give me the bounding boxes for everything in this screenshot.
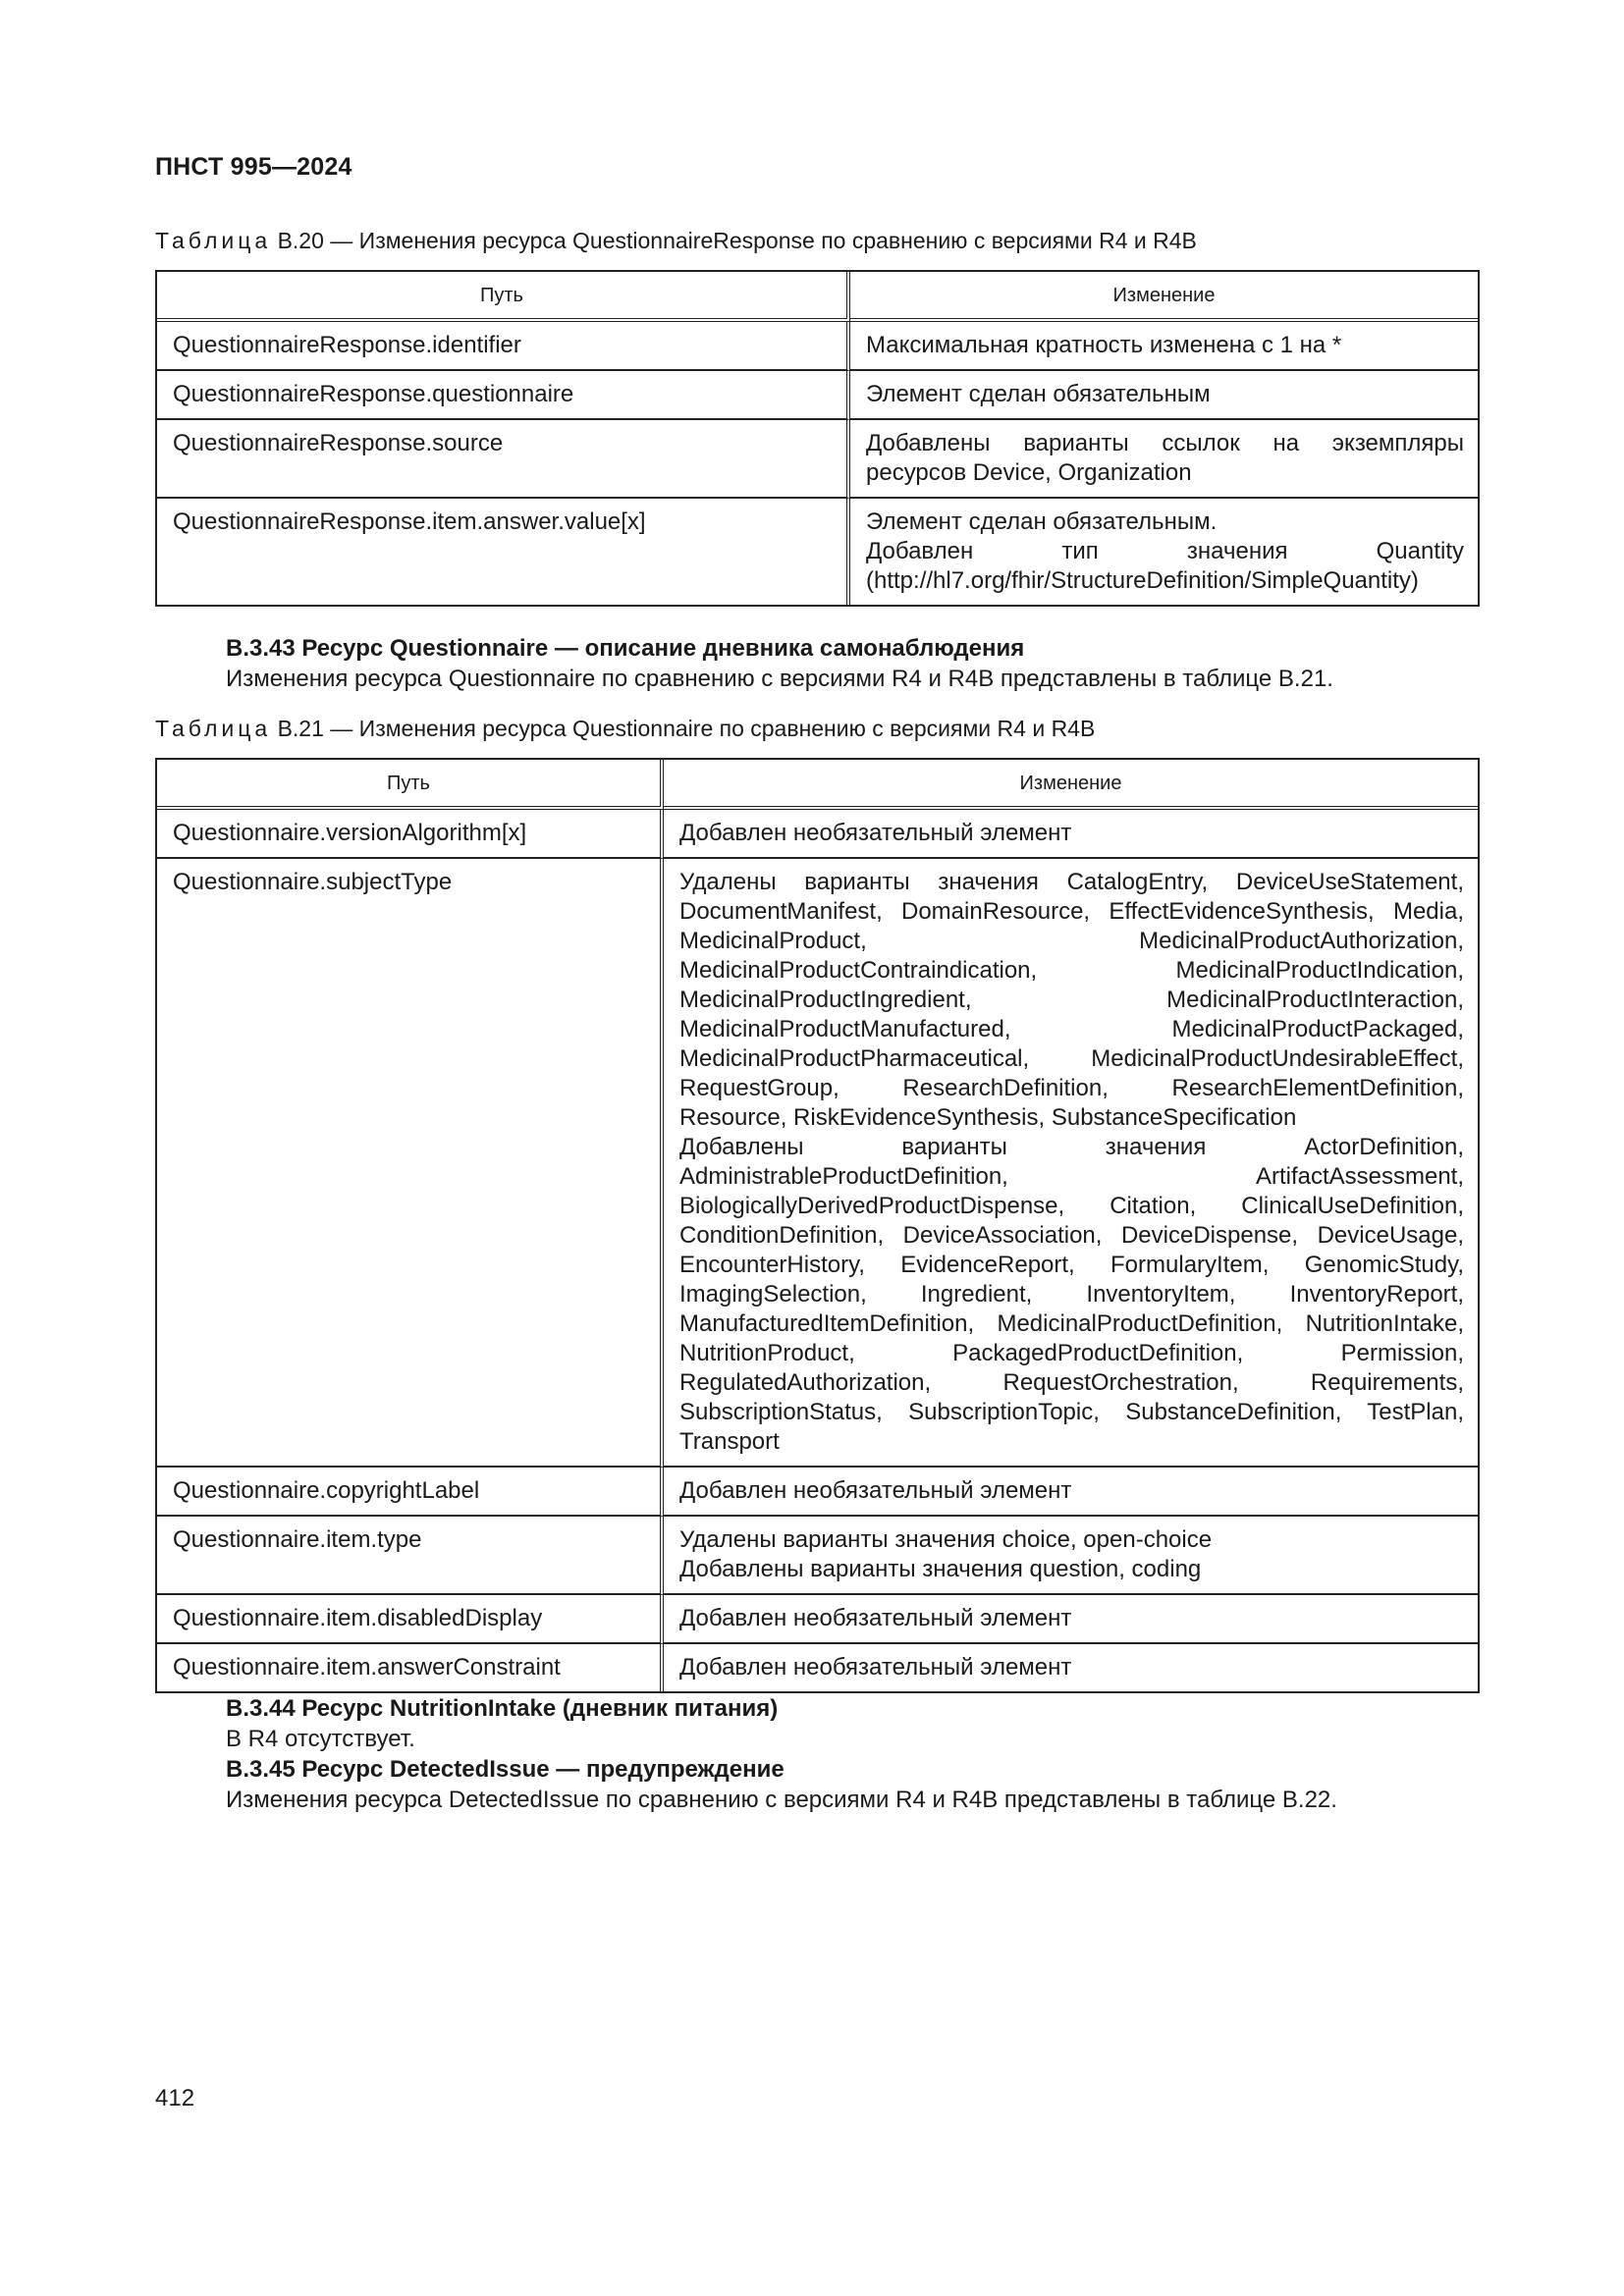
- change-text: Добавлены варианты значения question, coding: [679, 1556, 1202, 1582]
- change-text: Удалены варианты значения CatalogEntry, DeviceUseStatement, DocumentManifest, DomainResource, EffectEvidenceSynthesis, Media, MedicinalProduct, MedicinalProductAuthorization, MedicinalProductContraindication, MedicinalProductIndication, MedicinalProductIngredient, MedicinalProductInteraction, MedicinalProductManufactured, MedicinalProductPackaged, MedicinalProductPharmaceutical, MedicinalProductUndesirableEffect, RequestGroup, ResearchDefinition, ResearchElementDefinition, Resource, RiskEvidenceSynthesis, SubstanceSpecification: [679, 869, 1464, 1131]
- change-cell: [664, 1468, 1478, 1517]
- change-cell: [664, 810, 1478, 859]
- column-header-change: Изменение: [664, 760, 1478, 810]
- section-b344-heading: В.3.44 Ресурс NutritionIntake (дневник питания): [226, 1695, 779, 1722]
- change-cell: [664, 859, 1478, 1468]
- change-text: Добавлен необязательный элемент: [679, 1605, 1072, 1631]
- table-row: [157, 1517, 1478, 1595]
- path-cell: Questionnaire.subjectType: [157, 859, 664, 1468]
- table-caption-label: Таблица: [155, 716, 272, 741]
- section-b344-text: В R4 отсутствует.: [226, 1726, 415, 1752]
- table-row: [157, 810, 1478, 859]
- path-cell: QuestionnaireResponse.questionnaire: [157, 371, 850, 420]
- change-cell: [850, 322, 1478, 371]
- table-row: [157, 420, 1478, 499]
- column-header-path: Путь: [157, 760, 664, 810]
- section-b343-heading: В.3.43 Ресурс Questionnaire — описание дневника самонаблюдения: [226, 635, 1025, 662]
- change-text: Удалены варианты значения choice, open-choice: [679, 1526, 1213, 1553]
- change-cell: [850, 499, 1478, 605]
- path-cell: Questionnaire.item.disabledDisplay: [157, 1595, 664, 1644]
- change-cell: [664, 1517, 1478, 1595]
- section-b345-heading: В.3.45 Ресурс DetectedIssue — предупреждение: [226, 1756, 785, 1783]
- path-cell: Questionnaire.versionAlgorithm[x]: [157, 810, 664, 859]
- document-title: ПНСТ 995—2024: [155, 153, 352, 181]
- column-header-path: Путь: [157, 272, 850, 322]
- section-b345-text: Изменения ресурса DetectedIssue по сравнению с версиями R4 и R4B представлены в таблице В.22.: [226, 1787, 1337, 1813]
- path-cell: Questionnaire.item.answerConstraint: [157, 1644, 664, 1691]
- table-row: [157, 1595, 1478, 1644]
- table-b20-caption: [155, 226, 1197, 255]
- table-row: [157, 859, 1478, 1468]
- change-text: Добавлены варианты ссылок на экземпляры ресурсов Device, Organization: [866, 430, 1464, 486]
- table-b20: [155, 270, 1480, 607]
- table-row: [157, 1468, 1478, 1517]
- change-text: Добавлен необязательный элемент: [679, 1654, 1072, 1681]
- table-caption-label: Таблица: [155, 228, 272, 253]
- change-cell: [850, 420, 1478, 499]
- change-cell: [664, 1595, 1478, 1644]
- table-caption-text: В.21 — Изменения ресурса Questionnaire по сравнению с версиями R4 и R4B: [271, 716, 1096, 741]
- table-row: [157, 1644, 1478, 1691]
- change-text: Добавлен необязательный элемент: [679, 1477, 1072, 1504]
- path-cell: Questionnaire.item.type: [157, 1517, 664, 1595]
- section-b343-text: Изменения ресурса Questionnaire по сравнению с версиями R4 и R4B представлены в таблице В.21.: [226, 666, 1333, 692]
- change-text: Элемент сделан обязательным.: [866, 508, 1218, 535]
- change-text: Добавлен необязательный элемент: [679, 820, 1072, 846]
- table-row: [157, 499, 1478, 605]
- table-caption-text: В.20 — Изменения ресурса QuestionnaireResponse по сравнению с версиями R4 и R4B: [271, 228, 1197, 253]
- change-cell: [850, 371, 1478, 420]
- change-cell: [664, 1644, 1478, 1691]
- change-text: Добавлен тип значения Quantity (http://hl7.org/fhir/StructureDefinition/SimpleQuantity): [866, 538, 1464, 594]
- change-text: Элемент сделан обязательным: [866, 381, 1211, 407]
- change-text: Максимальная кратность изменена с 1 на *: [866, 332, 1342, 358]
- table-row: [157, 371, 1478, 420]
- column-header-change: Изменение: [850, 272, 1478, 322]
- change-text: Добавлены варианты значения ActorDefinition, AdministrableProductDefinition, ArtifactAssessment, BiologicallyDerivedProductDispense, Citation, ClinicalUseDefinition, ConditionDefinition, DeviceAssociation, DeviceDispense, DeviceUsage, EncounterHistory, EvidenceReport, FormularyItem, GenomicStudy, ImagingSelection, Ingredient, InventoryItem, InventoryReport, ManufacturedItemDefinition, MedicinalProductDefinition, NutritionIntake, NutritionProduct, PackagedProductDefinition, Permission, RegulatedAuthorization, RequestOrchestration, Requirements, SubscriptionStatus, SubscriptionTopic, SubstanceDefinition, TestPlan, Transport: [679, 1134, 1464, 1455]
- path-cell: QuestionnaireResponse.item.answer.value[x]: [157, 499, 850, 605]
- page-number: 412: [155, 2085, 195, 2111]
- table-b21-caption: [155, 714, 1095, 743]
- path-cell: QuestionnaireResponse.source: [157, 420, 850, 499]
- path-cell: Questionnaire.copyrightLabel: [157, 1468, 664, 1517]
- table-b21: [155, 758, 1480, 1693]
- table-row: [157, 322, 1478, 371]
- path-cell: QuestionnaireResponse.identifier: [157, 322, 850, 371]
